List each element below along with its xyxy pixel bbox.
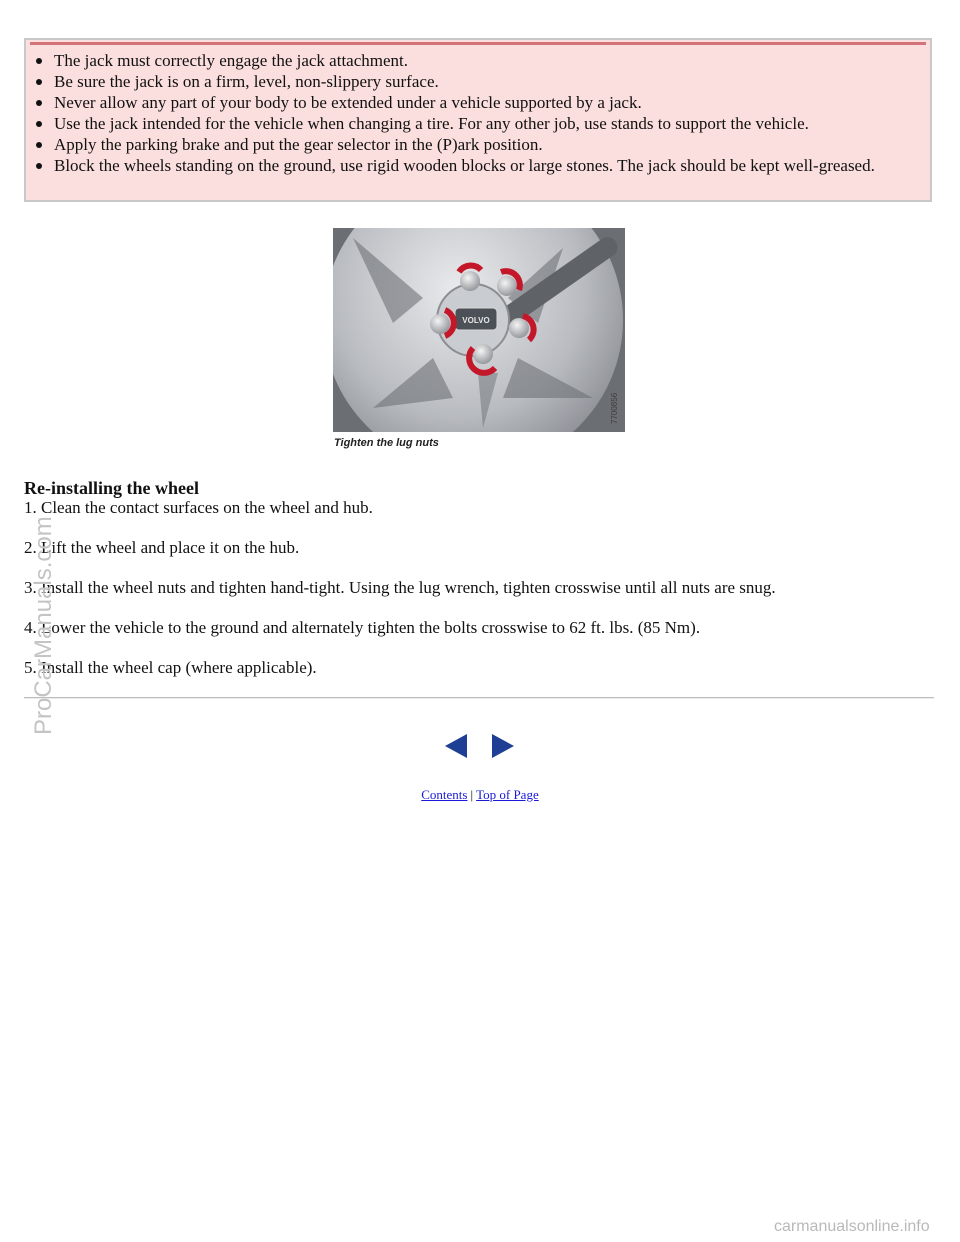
footer-links xyxy=(0,787,960,803)
step-item: 3. Install the wheel nuts and tighten hand-tight. Using the lug wrench, tighten crosswise until all nuts are snug. xyxy=(24,578,776,597)
wheel-illustration xyxy=(333,228,625,432)
reinstall-section xyxy=(24,478,934,698)
lug-nut xyxy=(497,276,517,296)
warning-item: The jack must correctly engage the jack attachment. xyxy=(34,50,922,71)
side-watermark: ProCarManuals.com xyxy=(30,516,57,735)
contents-link[interactable]: Contents xyxy=(421,787,468,802)
lug-nut xyxy=(473,344,493,364)
next-page-arrow-icon[interactable] xyxy=(491,733,515,759)
warning-item: Block the wheels standing on the ground, use rigid wooden blocks or large stones. The jack should be kept well-greased. xyxy=(34,155,922,176)
warning-item: Be sure the jack is on a firm, level, non-slippery surface. xyxy=(34,71,922,92)
divider xyxy=(24,697,934,699)
step-item: 5. Install the wheel cap (where applicable). xyxy=(24,658,317,677)
lug-nut xyxy=(460,271,480,291)
bottom-watermark: carmanualsonline.info xyxy=(774,1218,930,1235)
top-of-page-link[interactable]: Top of Page xyxy=(476,787,539,802)
previous-page-arrow-icon[interactable] xyxy=(444,733,468,759)
figure-caption: Tighten the lug nuts xyxy=(334,437,439,449)
page-navigation xyxy=(444,733,516,759)
wheel-photo xyxy=(333,228,625,432)
warning-box xyxy=(24,38,932,202)
section-heading: Re-installing the wheel xyxy=(24,478,199,498)
link-separator: | xyxy=(470,787,474,802)
warning-item: Never allow any part of your body to be extended under a vehicle supported by a jack. xyxy=(34,92,922,113)
lug-nut xyxy=(509,318,529,338)
warning-item: Use the jack intended for the vehicle when changing a tire. For any other job, use stands to support the vehicle. xyxy=(34,113,922,134)
warning-top-rule xyxy=(30,42,926,45)
volvo-logo-text: VOLVO xyxy=(462,316,490,325)
step-item: 4. Lower the vehicle to the ground and alternately tighten the bolts crosswise to 62 ft. lbs. (85 Nm). xyxy=(24,618,701,637)
warning-item: Apply the parking brake and put the gear selector in the (P)ark position. xyxy=(34,134,922,155)
lug-nut xyxy=(430,314,450,334)
step-item: 2. Lift the wheel and place it on the hub. xyxy=(24,538,300,557)
step-item: 1. Clean the contact surfaces on the wheel and hub. xyxy=(24,498,373,517)
figure-code: 7700856 xyxy=(610,392,619,424)
warning-list xyxy=(34,50,922,176)
